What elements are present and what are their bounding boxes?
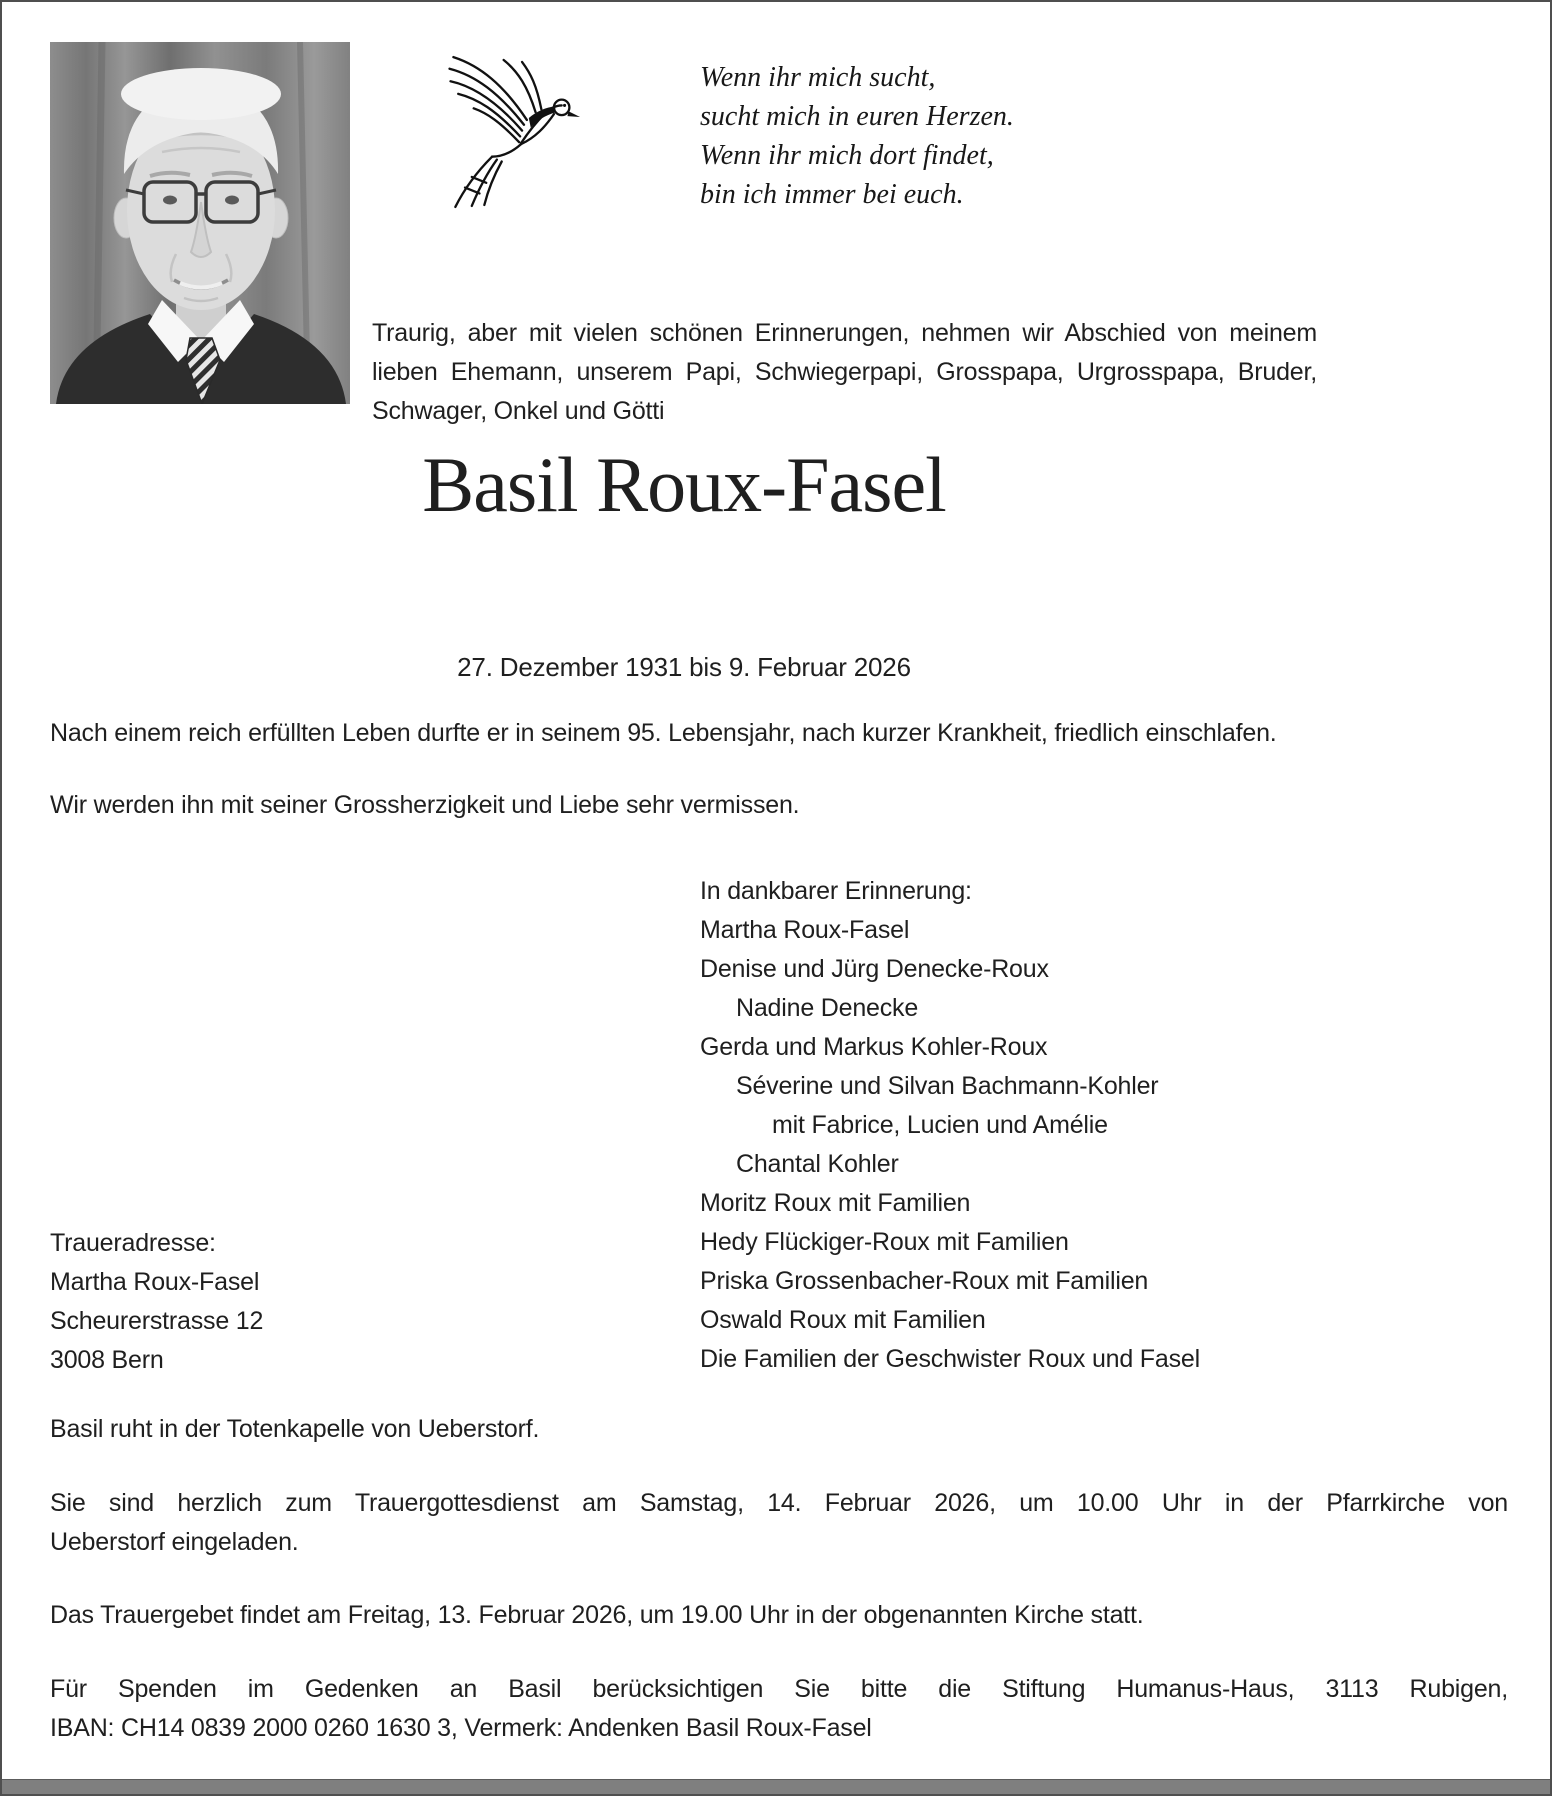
paragraph-we-will-miss-him: Wir werden ihn mit seiner Grossherzigkeit und Liebe sehr vermissen.: [50, 791, 800, 819]
address-line: Scheurerstrasse 12: [50, 1307, 264, 1335]
dove-icon: [436, 50, 581, 220]
remembrance-entry: Hedy Flückiger-Roux mit Familien: [700, 1228, 1069, 1256]
remembrance-entry: Martha Roux-Fasel: [700, 916, 910, 944]
service-line: Sie sind herzlich zum Trauergottesdienst am Samstag, 14. Februar 2026, um 10.00 Uhr in der Pfarrkirche von: [50, 1489, 1508, 1517]
remembrance-entry: Denise und Jürg Denecke-Roux: [700, 955, 1049, 983]
remembrance-entry: Priska Grossenbacher-Roux mit Familien: [700, 1267, 1149, 1295]
address-line: 3008 Bern: [50, 1346, 164, 1374]
remembrance-entry: mit Fabrice, Lucien und Amélie: [772, 1111, 1108, 1139]
bottom-scrollbar[interactable]: [2, 1779, 1550, 1794]
resting-place-notice: Basil ruht in der Totenkapelle von Ueberstorf.: [50, 1415, 540, 1443]
intro-line: Traurig, aber mit vielen schönen Erinnerungen, nehmen wir Abschied von meinem: [372, 319, 1317, 347]
remembrance-entry: Séverine und Silvan Bachmann-Kohler: [736, 1072, 1159, 1100]
address-line: Martha Roux-Fasel: [50, 1268, 260, 1296]
funeral-service-notice: [50, 1484, 1508, 1562]
service-line: Ueberstorf eingeladen.: [50, 1528, 299, 1556]
donation-line: Für Spenden im Gedenken an Basil berücksichtigen Sie bitte die Stiftung Humanus-Haus, 3113 Rubigen,: [50, 1675, 1508, 1703]
remembrance-section: [700, 872, 1200, 1379]
remembrance-list: [700, 911, 1200, 1379]
life-dates: 27. Dezember 1931 bis 9. Februar 2026: [457, 652, 911, 682]
intro-line: lieben Ehemann, unserem Papi, Schwiegerpapi, Grosspapa, Urgrosspapa, Bruder,: [372, 358, 1317, 386]
intro-line: Schwager, Onkel und Götti: [372, 397, 665, 425]
remembrance-entry: Chantal Kohler: [736, 1150, 899, 1178]
poem-line: Wenn ihr mich dort findet,: [700, 140, 994, 171]
mourning-address-label: Traueradresse:: [50, 1229, 216, 1257]
remembrance-title: In dankbarer Erinnerung:: [700, 877, 972, 905]
donation-notice: [50, 1670, 1508, 1748]
donation-line: IBAN: CH14 0839 2000 0260 1630 3, Vermerk: Andenken Basil Roux-Fasel: [50, 1714, 872, 1742]
deceased-name: Basil Roux-Fasel: [422, 441, 946, 528]
poem-line: bin ich immer bei euch.: [700, 179, 964, 210]
remembrance-entry: Nadine Denecke: [736, 994, 919, 1022]
remembrance-entry: Moritz Roux mit Familien: [700, 1189, 971, 1217]
memorial-poem: [700, 58, 1014, 214]
remembrance-entry: Gerda und Markus Kohler-Roux: [700, 1033, 1048, 1061]
mourning-address: [50, 1224, 263, 1380]
portrait-photo-illustration: [50, 42, 350, 404]
intro-text: [372, 314, 1317, 431]
mourning-address-lines: [50, 1263, 263, 1380]
paragraph-peaceful-passing: Nach einem reich erfüllten Leben durfte er in seinem 95. Lebensjahr, nach kurzer Krankheit, friedlich einschlafen.: [50, 719, 1277, 747]
prayer-notice: Das Trauergebet findet am Freitag, 13. Februar 2026, um 19.00 Uhr in der obgenannten Kirche statt.: [50, 1601, 1144, 1629]
portrait-photo: [50, 42, 350, 404]
remembrance-entry: Oswald Roux mit Familien: [700, 1306, 986, 1334]
remembrance-entry: Die Familien der Geschwister Roux und Fasel: [700, 1345, 1200, 1373]
poem-line: Wenn ihr mich sucht,: [700, 62, 936, 93]
poem-line: sucht mich in euren Herzen.: [700, 101, 1014, 132]
